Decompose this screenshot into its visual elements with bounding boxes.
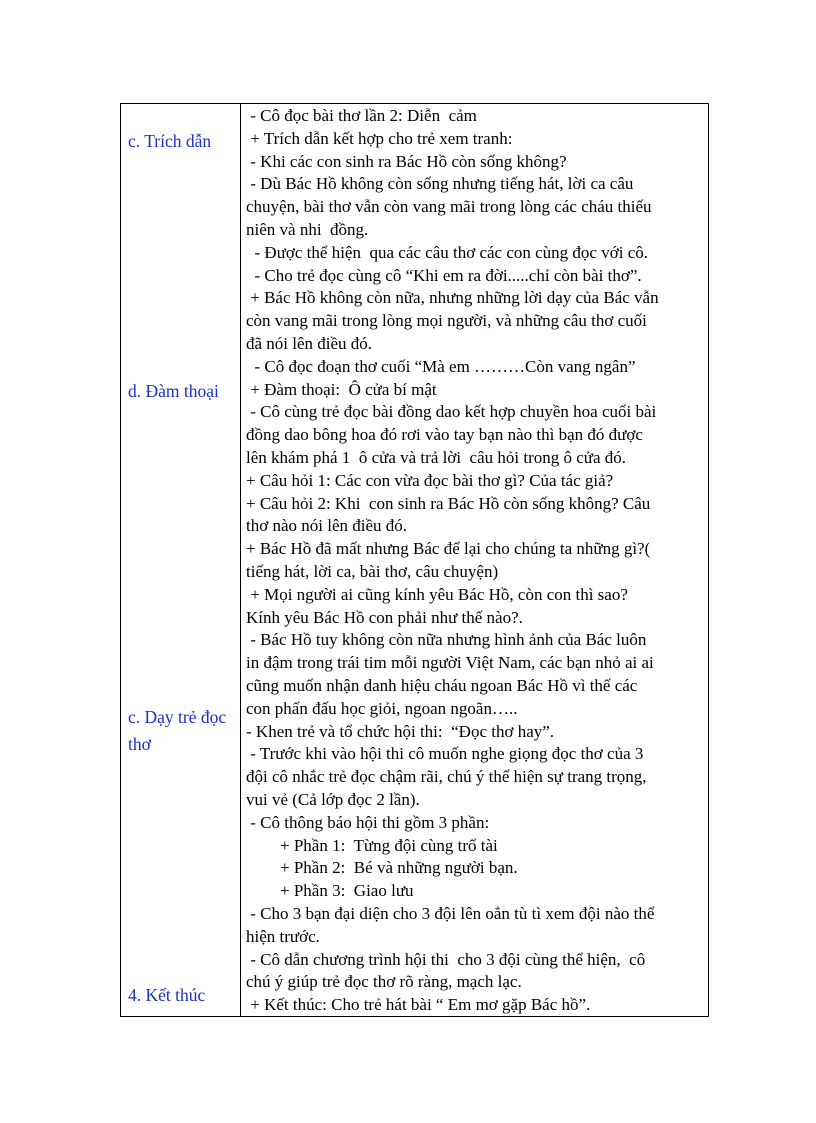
content-line: chuyện, bài thơ vẫn còn vang mãi trong lòng các cháu thiếu [246,197,652,217]
content-line: còn vang mãi trong lòng mọi người, và những câu thơ cuối [246,311,647,331]
content-line: - Cho trẻ đọc cùng cô “Khi em ra đời.....chỉ còn bài thơ”. [246,265,642,285]
content-line: + Phần 1: Từng đội cùng trổ tài [246,835,498,855]
content-line: in đậm trong trái tim mỗi người Việt Nam, các bạn nhỏ ai ai [246,653,654,673]
content-line: + Câu hỏi 1: Các con vừa đọc bài thơ gì? Của tác giả? [246,470,614,490]
content-line: - Cho 3 bạn đại diện cho 3 đội lên oẳn tù tì xem đội nào thể [246,904,655,923]
content-line: - Cô thông báo hội thi gồm 3 phần: [246,812,490,832]
content-line: - Khen trẻ và tổ chức hội thi: “Đọc thơ hay”. [246,721,555,741]
label-ket-thuc: 4. Kết thúc [128,985,206,1005]
label-day-tre-doc-tho [128,704,236,758]
content-line: đội cô nhắc trẻ đọc chậm rãi, chú ý thể hiện sự trang trọng, [246,767,647,787]
content-line: - Khi các con sinh ra Bác Hồ còn sống không? [246,151,567,171]
content-line: - Được thể hiện qua các câu thơ các con cùng đọc với cô. [246,242,648,262]
column-divider [240,104,241,1016]
content-line: con phấn đấu học giỏi, ngoan ngoãn….. [246,698,518,718]
content-line: đồng dao bông hoa đó rơi vào tay bạn nào thì bạn đó được [246,425,643,445]
content-line: + Phần 2: Bé và những người bạn. [246,858,518,878]
content-line: - Dù Bác Hồ không còn sống nhưng tiếng hát, lời ca câu [246,174,634,194]
label-day-tre-line-2: thơ [128,734,151,754]
content-line: vui vẻ (Cả lớp đọc 2 lần). [246,790,420,809]
content-line: + Đàm thoại: Ô cửa bí mật [246,379,437,399]
content-line: lên khám phá 1 ô cửa và trả lời câu hỏi trong ô cửa đó. [246,448,627,467]
content-line: + Câu hỏi 2: Khi con sinh ra Bác Hồ còn sống không? Câu [246,493,651,513]
content-line: - Cô đọc bài thơ lần 2: Diễn cảm [246,106,477,125]
content-line: tiếng hát, lời ca, bài thơ, câu chuyện) [246,562,499,581]
content-line: + Bác Hồ không còn nữa, nhưng những lời dạy của Bác vẫn [246,288,659,308]
content-line: - Bác Hồ tuy không còn nữa nhưng hình ảnh của Bác luôn [246,630,647,650]
content-line: + Trích dẫn kết hợp cho trẻ xem tranh: [246,128,513,148]
content-line: niên và nhi đồng. [246,220,369,239]
content-line: cũng muốn nhận danh hiệu cháu ngoan Bác Hồ vì thế các [246,676,638,695]
label-day-tre-line-1: c. Dạy trẻ đọc [128,707,227,727]
content-line: chú ý giúp trẻ đọc thơ rõ ràng, mạch lạc. [246,972,522,992]
content-line: - Cô đọc đoạn thơ cuối “Mà em ………Còn vang ngân” [246,356,636,376]
content-line: hiện trước. [246,926,320,946]
label-dam-thoai: d. Đàm thoại [128,381,219,401]
content-line: đã nói lên điều đó. [246,334,373,353]
content-line: - Trước khi vào hội thi cô muốn nghe giọng đọc thơ của 3 [246,744,644,764]
lesson-table [120,103,709,1017]
content-line: + Bác Hồ đã mất nhưng Bác để lại cho chúng ta những gì?( [246,539,651,559]
content-line: + Mọi người ai cũng kính yêu Bác Hồ, còn con thì sao? [246,584,628,604]
content-line: - Cô dẫn chương trình hội thi cho 3 đội cùng thể hiện, cô [246,949,646,969]
content-line: + Kết thúc: Cho trẻ hát bài “ Em mơ gặp Bác hồ”. [246,995,591,1015]
content-line: Kính yêu Bác Hồ con phải như thế nào?. [246,607,523,627]
content-line: - Cô cùng trẻ đọc bài đồng dao kết hợp chuyền hoa cuối bài [246,402,657,422]
content-line: thơ nào nói lên điều đó. [246,516,408,536]
label-trich-dan: c. Trích dẫn [128,131,212,151]
content-line: + Phần 3: Giao lưu [246,881,414,901]
